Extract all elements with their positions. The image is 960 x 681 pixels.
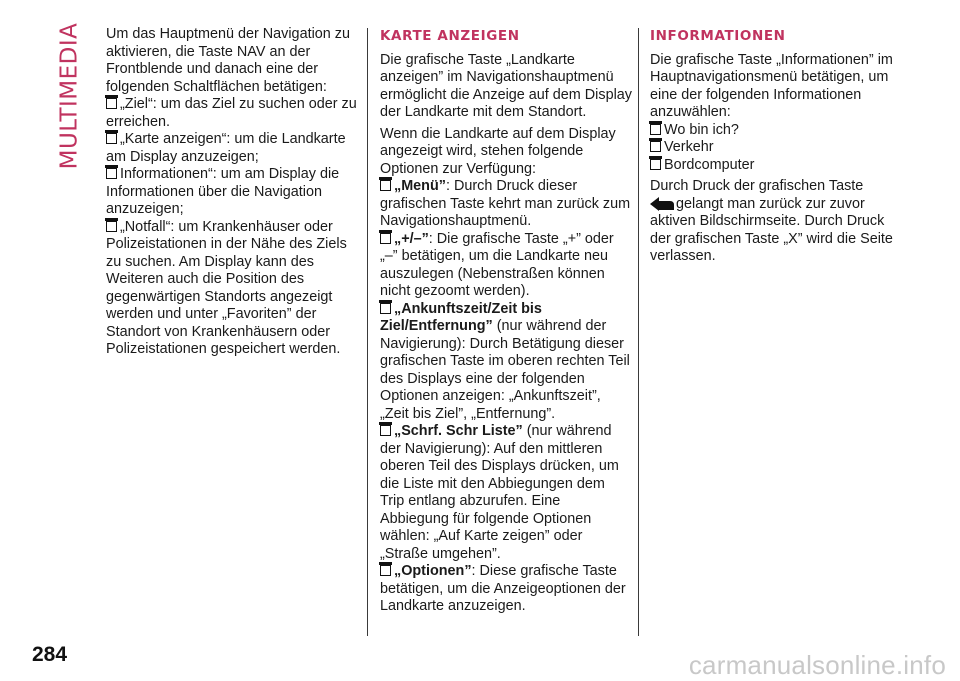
bullet-icon — [106, 98, 117, 109]
section-heading: KARTE ANZEIGEN — [380, 28, 520, 44]
bullet-icon — [380, 303, 391, 314]
bullet-icon — [380, 425, 391, 436]
option-term: „Optionen” — [394, 563, 472, 579]
option-term: „Ankunftszeit/Zeit bis Ziel/Entfernung” — [380, 300, 542, 334]
list-item: Bordcomputer — [650, 157, 902, 175]
paragraph: Durch Druck der grafischen Taste gelangt man zurück zur zuvor aktiven Bildschirmseite. Durch Druck der grafischen Taste „X” wird die Seite verlassen. — [650, 178, 893, 264]
back-arrow-icon — [650, 197, 674, 211]
bullet-icon — [380, 565, 391, 576]
bullet-icon — [380, 180, 391, 191]
list-item: Verkehr — [650, 139, 902, 157]
option-term: „Menü” — [394, 178, 446, 194]
list-item: „Optionen”: Diese grafische Taste betätigen, um die Anzeigeoptionen der Landkarte anzuzeigen. — [380, 563, 626, 614]
intro-paragraph: Um das Hauptmenü der Navigation zu aktivieren, die Taste NAV an der Frontblende und danach eine der folgenden Schaltflächen betätigen: — [106, 26, 350, 95]
list-item: „+/–”: Die grafische Taste „+” oder „–” betätigen, um die Landkarte neu auszulegen (Nebenstraßen können nicht gezoomt werden). — [380, 230, 614, 299]
list-item: Informationen“: um am Display die Informationen über die Navigation anzuzeigen; — [106, 166, 340, 217]
bullet-icon — [650, 124, 661, 135]
column-divider — [367, 28, 368, 636]
list-item: „Menü”: Durch Druck dieser grafischen Taste kehrt man zurück zum Navigationshauptmenü. — [380, 178, 631, 229]
list-item: „Notfall“: um Krankenhäuser oder Polizeistationen in der Nähe des Ziels zu suchen. Am Display kann des Weiteren auch die Position des gegenwärtigen Standorts angezeigt werden und unter „Favoriten” der Standort von Krankenhäusern oder Polizeistationen gespeichert werden. — [106, 218, 347, 357]
section-label: MULTIMEDIA — [56, 22, 83, 170]
page-number: 284 — [32, 643, 68, 666]
bullet-icon — [650, 159, 661, 170]
column-informationen — [650, 26, 902, 266]
column-divider — [638, 28, 639, 636]
bullet-icon — [106, 133, 117, 144]
watermark: carmanualsonline.info — [688, 650, 946, 680]
option-term: „Schrf. Schr Liste” — [394, 423, 523, 439]
bullet-icon — [106, 221, 117, 232]
bullet-icon — [106, 168, 117, 179]
list-item: Wo bin ich? — [650, 122, 902, 140]
bullet-icon — [380, 233, 391, 244]
list-item: „Ziel“: um das Ziel zu suchen oder zu erreichen. — [106, 96, 357, 130]
bullet-icon — [650, 141, 661, 152]
list-item: „Schrf. Schr Liste” (nur während der Navigierung): Auf den mittleren oberen Teil des Displays drücken, um die Liste mit den Abbiegungen dem Trip entlang abzurufen. Eine Abbiegung für folgende Optionen wählen: „Auf Karte zeigen” oder „Straße umgehen”. — [380, 423, 619, 562]
option-term: „+/–” — [394, 230, 429, 247]
list-item: „Ankunftszeit/Zeit bis Ziel/Entfernung” (nur während der Navigierung): Durch Betätigung dieser grafischen Taste im oberen rechten Teil des Displays eine der folgenden Optionen anzeigen: „Ankunftszeit”, „Zeit bis Ziel”, „Entfernung”. — [380, 300, 630, 422]
paragraph: Die grafische Taste „Informationen” im Hauptnavigationsmenü betätigen, um eine der folgenden Informationen anzuwählen: — [650, 51, 893, 120]
list-item: „Karte anzeigen“: um die Landkarte am Display anzuzeigen; — [106, 131, 346, 165]
section-heading: INFORMATIONEN — [650, 28, 786, 44]
column-karte-anzeigen — [380, 26, 632, 616]
paragraph: Wenn die Landkarte auf dem Display angezeigt wird, stehen folgende Optionen zur Verfügung: — [380, 125, 616, 177]
paragraph: Die grafische Taste „Landkarte anzeigen” im Navigationshauptmenü ermöglicht die Anzeige auf dem Display der Landkarte mit dem Standort. — [380, 51, 632, 120]
column-navigation-menu — [106, 26, 358, 359]
